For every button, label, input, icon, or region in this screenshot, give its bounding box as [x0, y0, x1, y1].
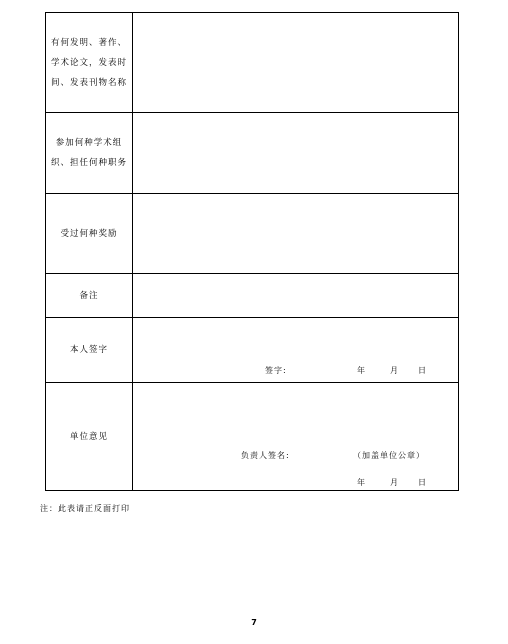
row-awards — [46, 194, 459, 274]
label-line: 本人签字 — [69, 345, 108, 355]
label-line: 间、发表刊物名称 — [50, 77, 127, 88]
label-line: 备注 — [79, 290, 99, 301]
label-unit-opinion — [46, 383, 133, 491]
year-label: 年 — [357, 366, 366, 375]
label-remarks — [46, 274, 133, 318]
day-label: 日 — [418, 366, 427, 375]
label-personal-signature — [46, 318, 133, 383]
row-inventions-publications — [46, 13, 459, 113]
label-inventions-publications — [46, 13, 133, 113]
day-label: 日 — [418, 478, 427, 487]
row-academic-organizations — [46, 113, 459, 194]
label-awards — [46, 194, 133, 274]
field-remarks[interactable] — [133, 274, 459, 318]
print-note: 注：此表请正反面打印 — [40, 504, 130, 513]
label-line: 有何发明、著作、 — [50, 37, 127, 48]
label-line: 学术论文，发表时 — [50, 57, 127, 68]
year-label: 年 — [357, 478, 366, 487]
label-line: 织、担任何种职务 — [50, 158, 127, 168]
field-academic-organizations[interactable] — [133, 113, 459, 194]
responsible-signature-label: 负责人签名: — [241, 451, 290, 460]
field-unit-opinion[interactable] — [133, 383, 459, 491]
row-personal-signature — [46, 318, 459, 383]
row-remarks — [46, 274, 459, 318]
field-inventions-publications[interactable] — [133, 13, 459, 113]
month-label: 月 — [390, 478, 399, 487]
row-unit-opinion — [46, 383, 459, 491]
label-line: 单位意见 — [69, 431, 108, 442]
signature-label: 签字: — [265, 366, 287, 375]
field-awards[interactable] — [133, 194, 459, 274]
seal-note: （加盖单位公章） — [353, 451, 425, 460]
application-form-table — [45, 12, 459, 491]
label-line: 受过何种奖励 — [60, 228, 118, 239]
field-personal-signature[interactable] — [133, 318, 459, 383]
label-academic-organizations — [46, 113, 133, 194]
label-line: 参加何种学术组 — [55, 138, 123, 148]
page-number: 7 — [251, 618, 257, 627]
month-label: 月 — [390, 366, 399, 375]
